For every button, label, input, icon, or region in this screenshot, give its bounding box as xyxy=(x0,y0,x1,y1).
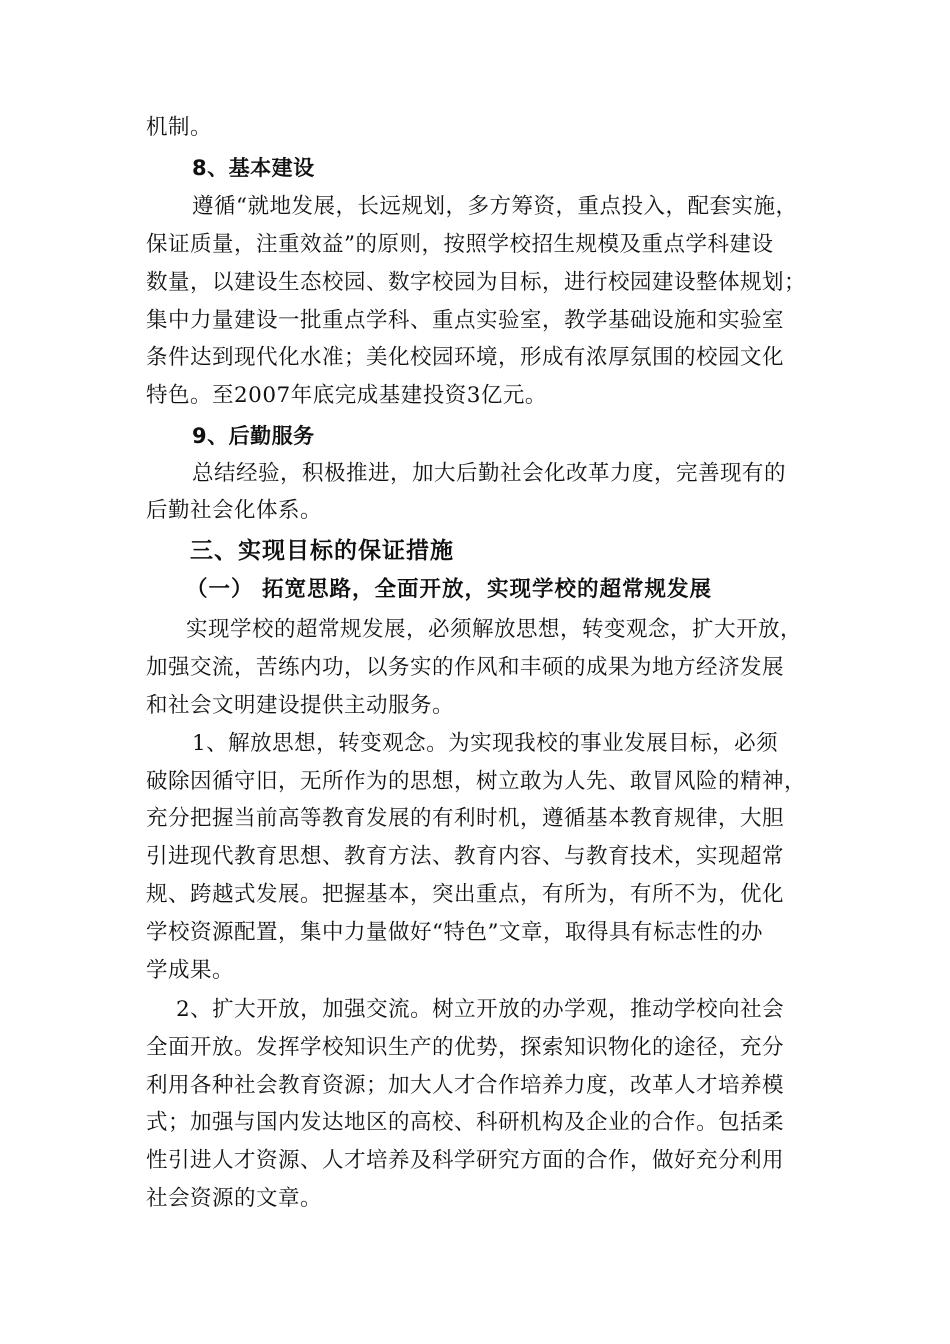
paragraph-line: 集中力量建设一批重点学科、重点实验室，教学基础设施和实验室 xyxy=(146,308,785,333)
paragraph-line: 充分把握当前高等教育发展的有利时机，遵循基本教育规律，大胆 xyxy=(146,806,785,831)
paragraph-line: 数量，以建设生态校园、数字校园为目标，进行校园建设整体规划； xyxy=(146,270,807,295)
chapter-heading: 三、实现目标的保证措施 xyxy=(190,538,454,564)
paragraph-line: 条件达到现代化水准；美化校园环境，形成有浓厚氛围的校园文化 xyxy=(146,345,785,370)
paragraph-line: 保证质量，注重效益”的原则，按照学校招生规模及重点学科建设 xyxy=(146,232,774,257)
paragraph-line: 2、扩大开放，加强交流。树立开放的办学观，推动学校向社会 xyxy=(176,997,785,1022)
paragraph-line: 和社会文明建设提供主动服务。 xyxy=(146,693,455,718)
paragraph-line: 引进现代教育思想、教育方法、教育内容、与教育技术，实现超常 xyxy=(146,844,785,869)
section-heading-8: 8、基本建设 xyxy=(192,156,315,180)
paragraph-line: 学成果。 xyxy=(146,958,235,983)
section-heading-9: 9、后勤服务 xyxy=(192,424,315,448)
paragraph-line: 全面开放。发挥学校知识生产的优势，探索知识物化的途径，充分 xyxy=(146,1035,785,1060)
paragraph-line: 总结经验，积极推进，加大后勤社会化改革力度，完善现有的 xyxy=(192,461,787,486)
paragraph-line: 利用各种社会教育资源；加大人才合作培养力度，改革人才培养模 xyxy=(146,1073,785,1098)
subsection-heading: （一） 拓宽思路，全面开放，实现学校的超常规发展 xyxy=(186,577,712,602)
paragraph-line: 加强交流，苦练内功，以务实的作风和丰硕的成果为地方经济发展 xyxy=(146,655,785,680)
paragraph-line: 后勤社会化体系。 xyxy=(146,498,323,523)
paragraph-line: 实现学校的超常规发展，必须解放思想，转变观念，扩大开放， xyxy=(186,617,803,642)
paragraph-line: 遵循“就地发展，长远规划，多方筹资，重点投入，配套实施， xyxy=(192,194,798,219)
paragraph-line: 学校资源配置，集中力量做好“特色”文章，取得具有标志性的办 xyxy=(146,920,763,945)
paragraph-line: 规、跨越式发展。把握基本，突出重点，有所为，有所不为，优化 xyxy=(146,882,785,907)
paragraph-line: 式；加强与国内发达地区的高校、科研机构及企业的合作。包括柔 xyxy=(146,1110,785,1135)
paragraph-line: 机制。 xyxy=(146,115,213,140)
paragraph-line: 1、解放思想，转变观念。为实现我校的事业发展目标，必须 xyxy=(192,731,779,756)
paragraph-line: 破除因循守旧，无所作为的思想，树立敢为人先、敢冒风险的精神， xyxy=(146,769,807,794)
paragraph-line: 性引进人才资源、人才培养及科学研究方面的合作，做好充分利用 xyxy=(146,1148,785,1173)
paragraph-line: 社会资源的文章。 xyxy=(146,1186,323,1211)
paragraph-line: 特色。至2007年底完成基建投资3亿元。 xyxy=(146,383,547,408)
